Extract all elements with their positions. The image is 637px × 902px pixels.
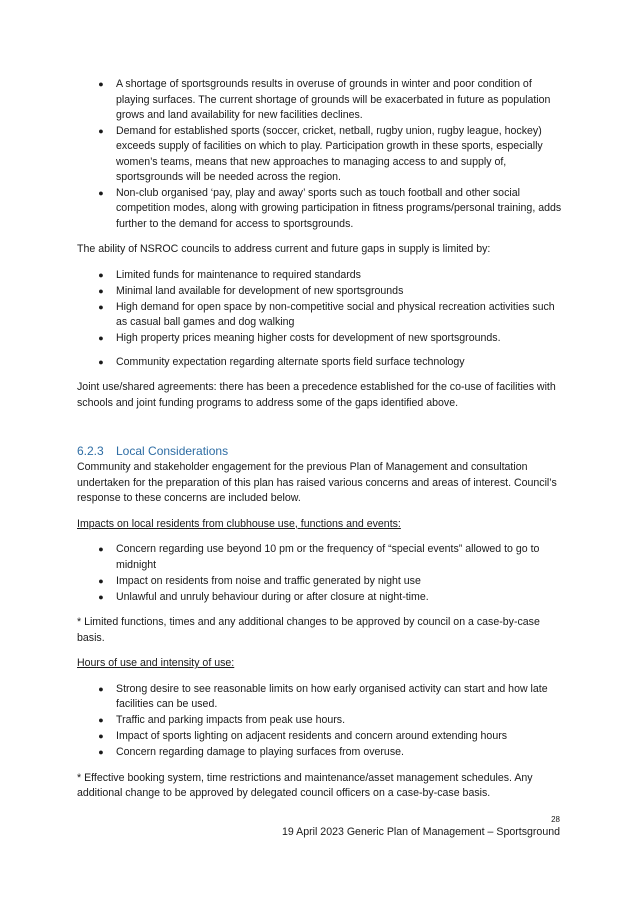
bullet-icon: ● xyxy=(98,747,104,757)
bullet-icon: ● xyxy=(98,356,104,367)
section-title: Local Considerations xyxy=(116,444,229,458)
hours-heading: Hours of use and intensity of use: xyxy=(77,657,235,669)
list-item: ● Unlawful and unruly behaviour during or after closure at night-time. xyxy=(77,590,563,606)
bullet-icon: ● xyxy=(98,575,104,586)
list-item: ● A shortage of sportsgrounds results in overuse of grounds in winter and poor condition of playing surfaces. The current shortage of grounds will be exacerbated in future as population grows and land availability for new facilities declines. xyxy=(77,77,563,124)
bullet-icon: ● xyxy=(98,544,104,554)
footer-text: 19 April 2023 Generic Plan of Management – Sportsground xyxy=(282,826,560,838)
bullet-icon: ● xyxy=(98,187,104,198)
list-item: ● Community expectation regarding alternate sports field surface technology xyxy=(77,355,563,371)
page-footer xyxy=(282,814,560,841)
impacts-list xyxy=(77,542,563,605)
list-item: ● Limited funds for maintenance to required standards xyxy=(77,268,563,284)
bullet-icon: ● xyxy=(98,285,104,296)
supply-issues-list xyxy=(77,77,563,232)
bullet-icon: ● xyxy=(98,269,104,280)
impacts-heading: Impacts on local residents from clubhouse use, functions and events: xyxy=(77,517,401,530)
bullet-icon: ● xyxy=(98,125,104,136)
list-item: ● High property prices meaning higher costs for development of new sportsgrounds. xyxy=(77,331,563,347)
bullet-icon: ● xyxy=(98,301,104,312)
page-number: 28 xyxy=(551,815,560,824)
hours-note: * Effective booking system, time restrictions and maintenance/asset management schedules. Any additional change to be approved by delegated council officers on a case-by-case basis. xyxy=(77,771,533,799)
impacts-note: * Limited functions, times and any additional changes to be approved by council on a case-by-case basis. xyxy=(77,616,540,644)
ability-paragraph: The ability of NSROC councils to address current and future gaps in supply is limited by: xyxy=(77,243,491,255)
section-intro: Community and stakeholder engagement for the previous Plan of Management and consultation undertaken for the preparation of this plan has raised various concerns and areas of interest. Council’s response to these concerns are included below. xyxy=(77,461,557,504)
bullet-icon: ● xyxy=(98,591,104,602)
list-item: ● Minimal land available for development of new sportsgrounds xyxy=(77,284,563,300)
section-number: 6.2.3 xyxy=(77,444,104,458)
bullet-icon: ● xyxy=(98,333,104,343)
hours-list xyxy=(77,682,563,761)
list-item: ● High demand for open space by non-competitive social and physical recreation activities such as casual ball games and dog walking xyxy=(77,300,563,331)
joint-use-paragraph: Joint use/shared agreements: there has been a precedence established for the co-use of facilities with schools and joint funding programs to address some of the gaps identified above. xyxy=(77,381,556,409)
list-item: ● Strong desire to see reasonable limits on how early organised activity can start and how late facilities can be used. xyxy=(77,682,563,713)
list-item: ● Concern regarding damage to playing surfaces from overuse. xyxy=(77,745,563,761)
bullet-icon: ● xyxy=(98,731,104,741)
list-item: ● Demand for established sports (soccer, cricket, netball, rugby union, rugby league, hockey) exceeds supply of facilities on which to play. Participation growth in these sports, especially women’s teams, means that new approaches to managing access to and supply of, sportsgrounds will be needed across the region. xyxy=(77,124,563,186)
limitations-list xyxy=(77,268,563,371)
list-item: ● Non-club organised ‘pay, play and away’ sports such as touch football and other social competition modes, along with growing participation in fitness programs/personal training, adds further to the demand for access to sportsgrounds. xyxy=(77,186,563,233)
section-heading xyxy=(77,443,563,460)
list-item: ● Impact on residents from noise and traffic generated by night use xyxy=(77,574,563,590)
list-item: ● Traffic and parking impacts from peak use hours. xyxy=(77,713,563,729)
bullet-icon: ● xyxy=(98,79,104,89)
bullet-icon: ● xyxy=(98,715,104,725)
list-item: ● Concern regarding use beyond 10 pm or the frequency of “special events” allowed to go to midnight xyxy=(77,542,563,573)
list-item: ● Impact of sports lighting on adjacent residents and concern around extending hours xyxy=(77,729,563,745)
bullet-icon: ● xyxy=(98,683,104,694)
document-page xyxy=(77,77,563,802)
